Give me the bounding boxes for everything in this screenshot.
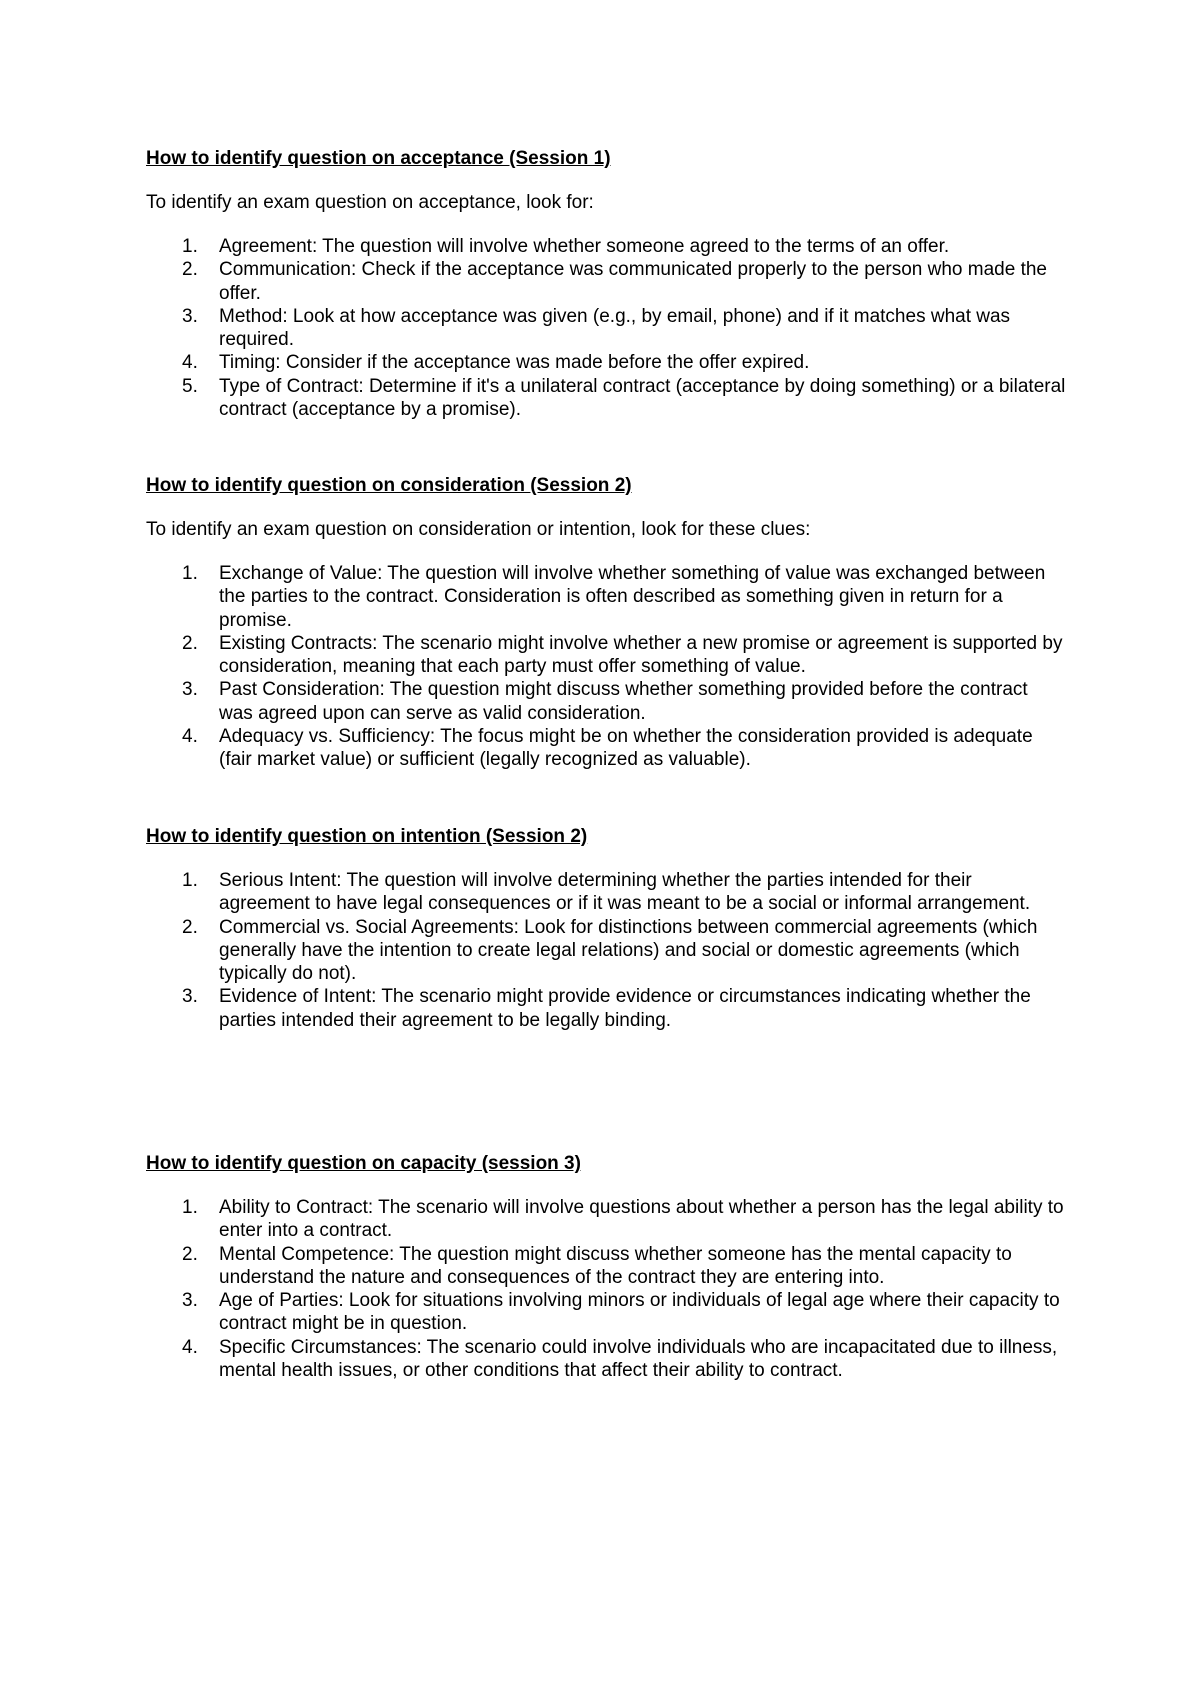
list-item bbox=[146, 1243, 1066, 1290]
list-item bbox=[146, 351, 1066, 374]
list-item-text: Exchange of Value: The question will involve whether something of value was exchanged between the parties to the contract. Consideration is often described as something given in return for a promise. bbox=[219, 563, 1046, 631]
section-heading: How to identify question on intention (Session 2) bbox=[146, 826, 588, 847]
list-number: 4. bbox=[182, 726, 198, 748]
list-number: 1. bbox=[182, 563, 198, 584]
list-item-text: Specific Circumstances: The scenario could involve individuals who are incapacitated due to illness, mental health issues, or other conditions that affect their ability to contract. bbox=[219, 1336, 1058, 1382]
section-consideration bbox=[146, 474, 1066, 772]
list-item-text: Timing: Consider if the acceptance was made before the offer expired. bbox=[219, 352, 810, 374]
list-item bbox=[146, 632, 1066, 679]
list-item bbox=[146, 1336, 1066, 1383]
list-number: 4. bbox=[182, 1336, 198, 1358]
numbered-list bbox=[146, 562, 1066, 772]
list-item-text: Existing Contracts: The scenario might involve whether a new promise or agreement is supported by consideration, meaning that each party must offer something of value. bbox=[219, 632, 1063, 678]
list-item-text: Evidence of Intent: The scenario might provide evidence or circumstances indicating whether the parties intended their agreement to be legally binding. bbox=[219, 986, 1031, 1031]
list-item bbox=[146, 235, 1066, 258]
list-number: 3. bbox=[182, 679, 198, 701]
list-item bbox=[146, 258, 1066, 305]
list-item bbox=[146, 562, 1066, 632]
list-item-text: Agreement: The question will involve whether someone agreed to the terms of an offer. bbox=[219, 236, 950, 257]
list-item bbox=[146, 985, 1066, 1032]
list-item bbox=[146, 678, 1066, 725]
section-heading: How to identify question on acceptance (Session 1) bbox=[146, 148, 611, 169]
list-item bbox=[146, 375, 1066, 422]
list-number: 2. bbox=[182, 916, 198, 938]
list-item-text: Commercial vs. Social Agreements: Look for distinctions between commercial agreements (which generally have the intention to create legal relations) and social or domestic agreements (which typically do not). bbox=[219, 916, 1038, 985]
list-item-text: Communication: Check if the acceptance was communicated properly to the person who made the offer. bbox=[219, 259, 1047, 304]
section-heading: How to identify question on capacity (session 3) bbox=[146, 1153, 581, 1174]
list-number: 4. bbox=[182, 352, 198, 374]
list-item bbox=[146, 305, 1066, 352]
list-number: 3. bbox=[182, 305, 198, 327]
list-item bbox=[146, 1196, 1066, 1243]
list-number: 1. bbox=[182, 236, 198, 257]
section-intro: To identify an exam question on consideration or intention, look for these clues: bbox=[146, 519, 811, 540]
list-item-text: Age of Parties: Look for situations involving minors or individuals of legal age where their capacity to contract might be in question. bbox=[219, 1290, 1060, 1335]
list-item-text: Method: Look at how acceptance was given (e.g., by email, phone) and if it matches what was required. bbox=[219, 305, 1011, 351]
list-item-text: Adequacy vs. Sufficiency: The focus might be on whether the consideration provided is adequate (fair market value) or sufficient (legally recognized as valuable). bbox=[219, 726, 1033, 771]
list-item-text: Mental Competence: The question might discuss whether someone has the mental capacity to understand the nature and consequences of the contract they are entering into. bbox=[219, 1243, 1012, 1288]
section-capacity bbox=[146, 1152, 1066, 1382]
section-intention bbox=[146, 825, 1066, 1032]
list-number: 3. bbox=[182, 1290, 198, 1312]
list-number: 2. bbox=[182, 632, 198, 654]
list-item bbox=[146, 869, 1066, 916]
list-number: 1. bbox=[182, 1197, 198, 1218]
list-item-text: Ability to Contract: The scenario will involve questions about whether a person has the legal ability to enter into a contract. bbox=[219, 1197, 1064, 1242]
section-intro: To identify an exam question on acceptance, look for: bbox=[146, 192, 594, 213]
list-number: 3. bbox=[182, 986, 198, 1008]
numbered-list bbox=[146, 1196, 1066, 1382]
list-number: 2. bbox=[182, 1243, 198, 1265]
list-item-text: Serious Intent: The question will involve determining whether the parties intended for their agreement to have legal consequences or if it was meant to be a social or informal arrangement. bbox=[219, 870, 1031, 915]
numbered-list bbox=[146, 235, 1066, 421]
list-number: 1. bbox=[182, 870, 198, 891]
list-item bbox=[146, 916, 1066, 986]
section-acceptance bbox=[146, 147, 1066, 421]
list-item bbox=[146, 1289, 1066, 1336]
list-number: 2. bbox=[182, 259, 198, 281]
list-item-text: Type of Contract: Determine if it's a unilateral contract (acceptance by doing something) or a bilateral contract (acceptance by a promise). bbox=[219, 375, 1066, 421]
list-number: 5. bbox=[182, 375, 198, 397]
list-item bbox=[146, 725, 1066, 772]
section-heading: How to identify question on consideration (Session 2) bbox=[146, 475, 632, 496]
numbered-list bbox=[146, 869, 1066, 1032]
list-item-text: Past Consideration: The question might discuss whether something provided before the contract was agreed upon can serve as valid consideration. bbox=[219, 679, 1028, 724]
